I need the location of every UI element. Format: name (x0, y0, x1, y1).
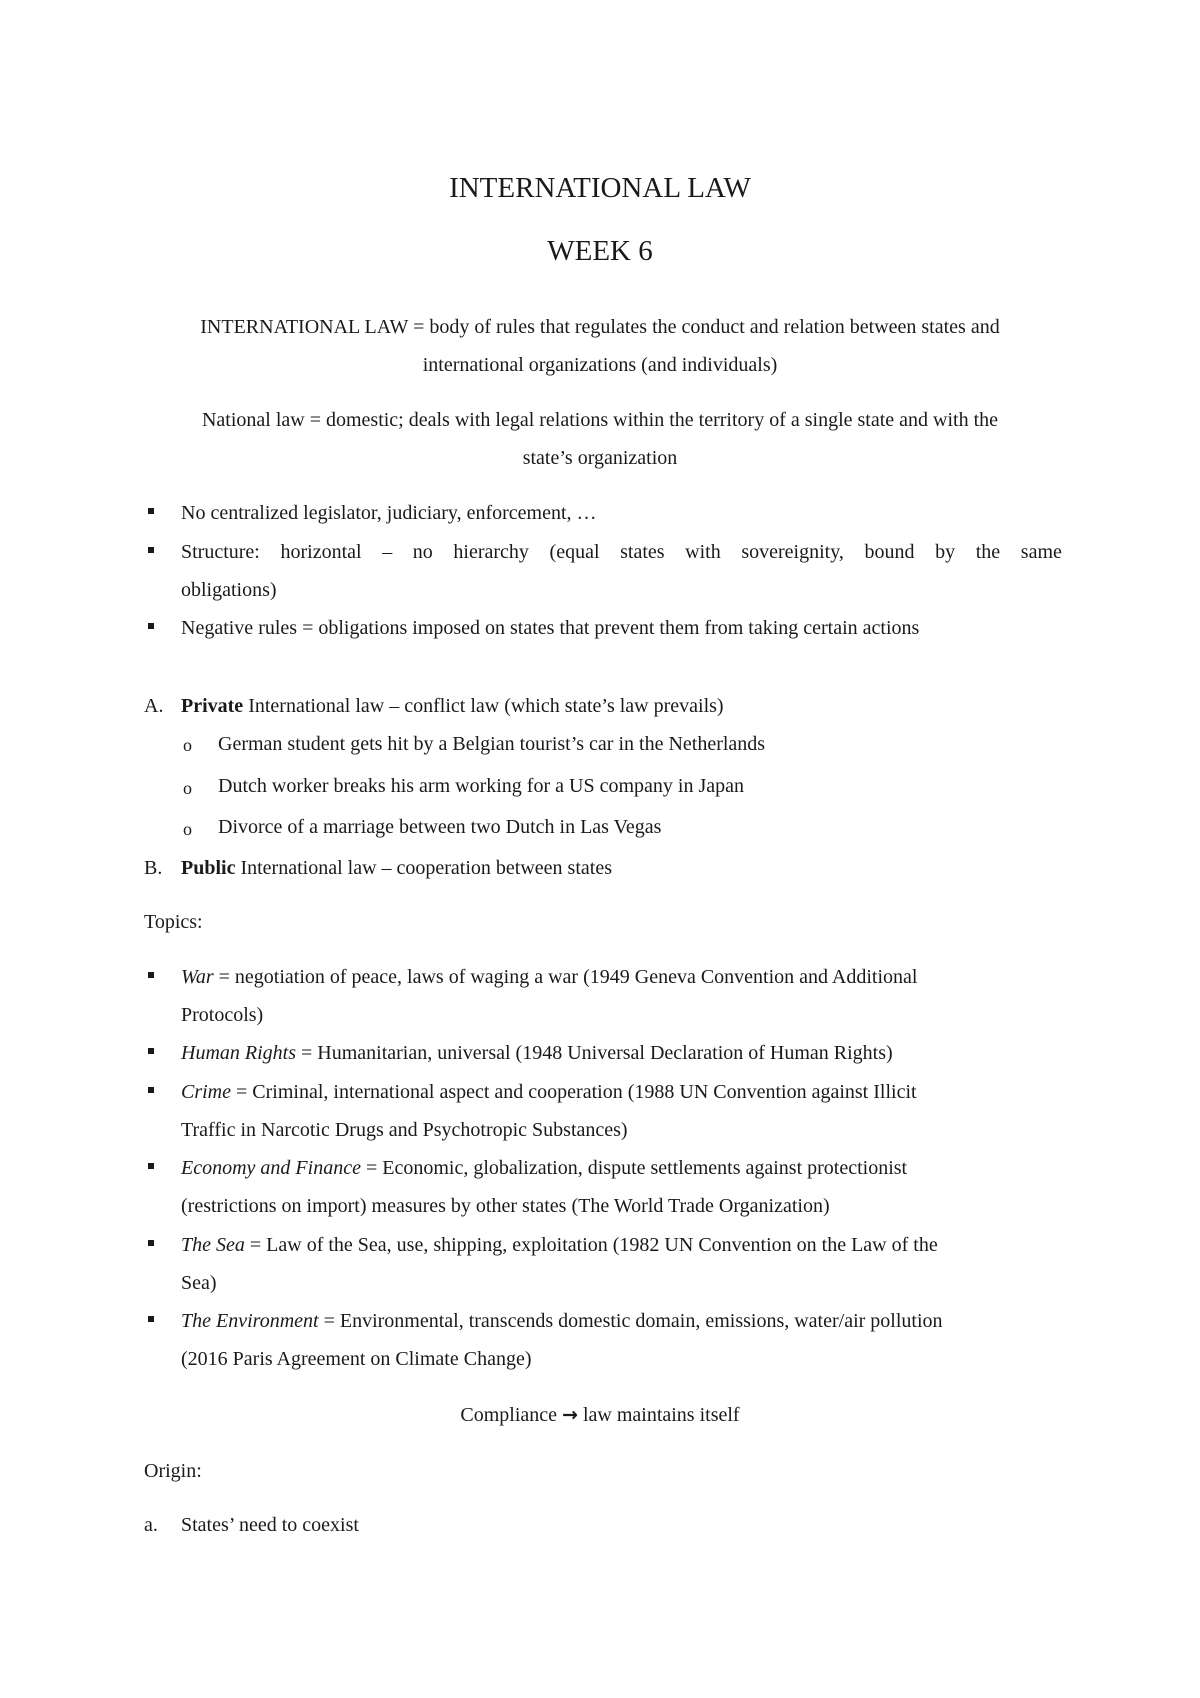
private-international-law (181, 696, 724, 716)
private-description: International law – conflict law (which state’s law prevails) (243, 695, 724, 717)
private-label: Private (181, 695, 244, 717)
word: (equal (549, 541, 600, 563)
square-bullet-icon (148, 1048, 154, 1054)
topic-human-rights: Human Rights = Humanitarian, universal (1948 Universal Declaration of Human Rights) (181, 1042, 893, 1064)
example-item-3: Divorce of a marriage between two Dutch in Las Vegas (218, 816, 662, 838)
topic-war-line1: War = negotiation of peace, laws of waging a war (1949 Geneva Convention and Additional (181, 966, 918, 988)
word: by (935, 541, 956, 563)
word: the (975, 541, 1001, 563)
intl-law-definition-line1: INTERNATIONAL LAW = body of rules that regulates the conduct and relation between states and (200, 316, 1000, 338)
page-subtitle-week: WEEK 6 (547, 235, 653, 267)
square-bullet-icon (148, 623, 154, 629)
feature-item-2-line1 (181, 542, 1062, 562)
compliance-statement (0, 1405, 1200, 1425)
topic-war-term: War (181, 966, 214, 988)
national-law-definition-line2: state’s organization (522, 447, 678, 469)
topic-environment-line1: The Environment = Environmental, transcends domestic domain, emissions, water/air pollution (181, 1310, 943, 1332)
topic-environment-line2: (2016 Paris Agreement on Climate Change) (181, 1348, 532, 1370)
circle-bullet-icon: o (183, 778, 192, 798)
square-bullet-icon (148, 972, 154, 978)
compliance-result: law maintains itself (582, 1404, 740, 1426)
origin-heading: Origin: (144, 1460, 202, 1482)
word: same (1020, 541, 1062, 563)
word: bound (864, 541, 915, 563)
topic-sea-line2: Sea) (181, 1272, 217, 1294)
public-label: Public (181, 857, 236, 879)
origin-letter-a: a. (144, 1514, 158, 1536)
example-item-1: German student gets hit by a Belgian tourist’s car in the Netherlands (218, 733, 766, 755)
word: with (685, 541, 721, 563)
word: horizontal (280, 541, 362, 563)
topic-sea-line1: The Sea = Law of the Sea, use, shipping, exploitation (1982 UN Convention on the Law of the (181, 1234, 938, 1256)
page-title: INTERNATIONAL LAW (449, 172, 751, 204)
public-description: International law – cooperation between states (235, 857, 612, 879)
topics-heading: Topics: (144, 911, 203, 933)
word: states (620, 541, 665, 563)
square-bullet-icon (148, 1240, 154, 1246)
compliance-label: Compliance (460, 1404, 558, 1426)
public-international-law (181, 858, 612, 878)
topic-crime-term: Crime (181, 1081, 231, 1103)
square-bullet-icon (148, 547, 154, 553)
topic-economy-line1: Economy and Finance = Economic, globalization, dispute settlements against protectionist (181, 1157, 908, 1179)
topic-crime-line2: Traffic in Narcotic Drugs and Psychotropic Substances) (181, 1119, 628, 1141)
topic-sea-term: The Sea (181, 1234, 245, 1256)
square-bullet-icon (148, 508, 154, 514)
word: Structure: (181, 541, 260, 563)
right-arrow-icon: → (562, 1404, 578, 1426)
word: sovereignity, (741, 541, 844, 563)
topic-human-rights-term: Human Rights (181, 1042, 296, 1064)
word: hierarchy (453, 541, 529, 563)
example-item-2: Dutch worker breaks his arm working for a US company in Japan (218, 775, 744, 797)
square-bullet-icon (148, 1163, 154, 1169)
square-bullet-icon (148, 1316, 154, 1322)
national-law-definition-line1: National law = domestic; deals with legal relations within the territory of a single state and with the (201, 409, 999, 431)
intl-law-definition-line2: international organizations (and individuals) (422, 354, 778, 376)
topic-economy-line2: (restrictions on import) measures by other states (The World Trade Organization) (181, 1195, 830, 1217)
origin-item-a: States’ need to coexist (181, 1514, 359, 1536)
list-letter-b: B. (144, 857, 163, 879)
circle-bullet-icon: o (183, 819, 192, 839)
topic-crime-line1: Crime = Criminal, international aspect and cooperation (1988 UN Convention against Illicit (181, 1081, 917, 1103)
list-letter-a: A. (144, 695, 164, 717)
word: no (412, 541, 433, 563)
square-bullet-icon (148, 1087, 154, 1093)
feature-item-3: Negative rules = obligations imposed on states that prevent them from taking certain actions (181, 617, 920, 639)
feature-item-1: No centralized legislator, judiciary, enforcement, … (181, 502, 597, 524)
feature-item-2-line2: obligations) (181, 579, 277, 601)
circle-bullet-icon: o (183, 735, 192, 755)
word: – (382, 541, 393, 563)
topic-economy-term: Economy and Finance (181, 1157, 361, 1179)
topic-environment-term: The Environment (181, 1310, 319, 1332)
topic-war-line2: Protocols) (181, 1004, 264, 1026)
